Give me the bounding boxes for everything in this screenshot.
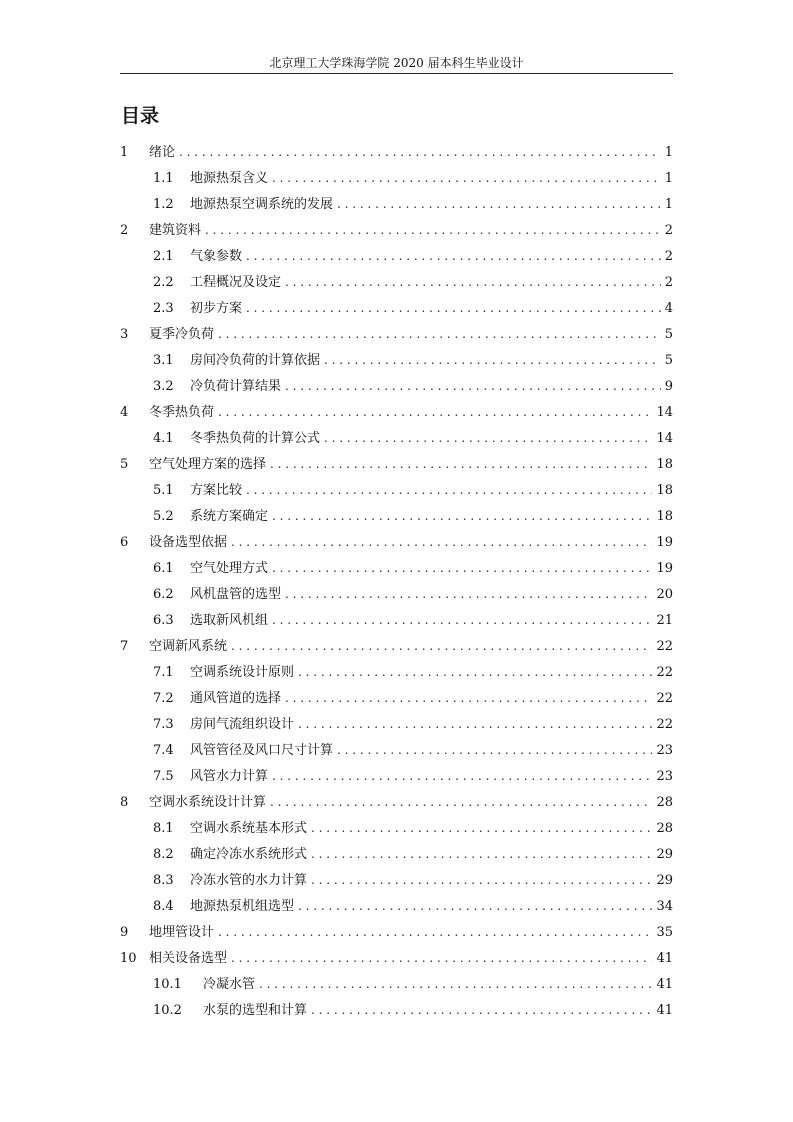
toc-entry[interactable] <box>120 477 673 503</box>
toc-entry-title: 相关设备选型 <box>149 951 228 966</box>
toc-entry-page-number: 28 <box>656 795 673 810</box>
toc-dot-leader <box>285 373 661 399</box>
toc-entry[interactable] <box>120 607 673 633</box>
toc-entry-number: 7.4 <box>153 743 174 758</box>
toc-dot-leader <box>270 451 652 477</box>
toc-dot-leader <box>246 295 661 321</box>
toc-dot-leader <box>272 503 652 529</box>
toc-entry-title: 冬季热负荷 <box>149 405 215 420</box>
toc-dot-leader <box>324 347 661 373</box>
toc-entry[interactable] <box>120 893 673 919</box>
toc-entry-page-number: 22 <box>656 717 673 732</box>
toc-entry-page-number: 20 <box>656 587 673 602</box>
toc-entry[interactable] <box>120 945 673 971</box>
toc-entry-number: 2.1 <box>153 249 174 264</box>
toc-entry-number: 10.1 <box>153 977 182 992</box>
toc-dot-leader <box>285 581 652 607</box>
toc-entry[interactable] <box>120 191 673 217</box>
toc-entry-title: 选取新风机组 <box>190 613 269 628</box>
toc-entry-number: 7.1 <box>153 665 174 680</box>
toc-dot-leader <box>218 399 652 425</box>
toc-entry-page-number: 5 <box>664 327 673 342</box>
toc-dot-leader <box>311 867 652 893</box>
toc-entry[interactable] <box>120 269 673 295</box>
toc-entry[interactable] <box>120 685 673 711</box>
toc-entry-title: 系统方案确定 <box>190 509 269 524</box>
toc-entry[interactable] <box>120 217 673 243</box>
toc-entry[interactable] <box>120 919 673 945</box>
toc-entry-page-number: 1 <box>664 145 673 160</box>
toc-entry-page-number: 14 <box>656 405 673 420</box>
toc-entry-number: 9 <box>120 925 129 940</box>
toc-entry-page-number: 2 <box>664 275 673 290</box>
toc-entry-title: 房间冷负荷的计算依据 <box>190 353 321 368</box>
toc-dot-leader <box>298 711 652 737</box>
toc-entry-page-number: 22 <box>656 665 673 680</box>
toc-entry-page-number: 22 <box>656 639 673 654</box>
toc-dot-leader <box>179 139 661 165</box>
toc-dot-leader <box>231 945 652 971</box>
toc-entry[interactable] <box>120 373 673 399</box>
toc-entry-page-number: 41 <box>656 1003 673 1018</box>
toc-entry-title: 夏季冷负荷 <box>149 327 215 342</box>
toc-entry[interactable] <box>120 347 673 373</box>
toc-entry-title: 建筑资料 <box>149 223 202 238</box>
toc-entry-title: 初步方案 <box>190 301 243 316</box>
toc-dot-leader <box>337 737 652 763</box>
toc-entry-number: 5.1 <box>153 483 174 498</box>
toc-entry-title: 空气处理方式 <box>190 561 269 576</box>
toc-dot-leader <box>205 217 661 243</box>
toc-entry-number: 2.3 <box>153 301 174 316</box>
toc-entry[interactable] <box>120 737 673 763</box>
toc-entry-page-number: 28 <box>656 821 673 836</box>
header-divider <box>120 73 673 74</box>
toc-entry-title: 地源热泵机组选型 <box>190 899 295 914</box>
toc-entry-page-number: 29 <box>656 873 673 888</box>
toc-entry-number: 1.1 <box>153 171 174 186</box>
toc-entry-number: 3.1 <box>153 353 174 368</box>
toc-entry[interactable] <box>120 711 673 737</box>
toc-entry-number: 10 <box>120 951 137 966</box>
toc-entry-page-number: 2 <box>664 223 673 238</box>
toc-entry-page-number: 19 <box>656 535 673 550</box>
toc-entry-number: 8.2 <box>153 847 174 862</box>
toc-entry-number: 8.1 <box>153 821 174 836</box>
toc-entry-title: 设备选型依据 <box>149 535 228 550</box>
toc-entry-page-number: 34 <box>656 899 673 914</box>
toc-dot-leader <box>324 425 652 451</box>
toc-entry-title: 空调新风系统 <box>149 639 228 654</box>
toc-entry[interactable] <box>120 789 673 815</box>
toc-entry-page-number: 18 <box>656 457 673 472</box>
toc-entry-number: 8.4 <box>153 899 174 914</box>
toc-dot-leader <box>272 555 652 581</box>
toc-dot-leader <box>311 997 652 1023</box>
toc-entry[interactable] <box>120 243 673 269</box>
toc-entry-title: 工程概况及设定 <box>190 275 282 290</box>
toc-entry[interactable] <box>120 503 673 529</box>
toc-entry-page-number: 41 <box>656 951 673 966</box>
toc-dot-leader <box>311 815 652 841</box>
toc-entry-page-number: 2 <box>664 249 673 264</box>
toc-dot-leader <box>231 529 652 555</box>
table-of-contents <box>120 139 673 1023</box>
toc-entry[interactable] <box>120 997 673 1023</box>
toc-entry-number: 2.2 <box>153 275 174 290</box>
toc-dot-leader <box>218 919 652 945</box>
toc-entry-page-number: 22 <box>656 691 673 706</box>
toc-entry[interactable] <box>120 867 673 893</box>
toc-entry[interactable] <box>120 295 673 321</box>
toc-entry-number: 6.2 <box>153 587 174 602</box>
toc-entry-page-number: 14 <box>656 431 673 446</box>
toc-entry[interactable] <box>120 971 673 997</box>
toc-dot-leader <box>272 165 661 191</box>
toc-entry-title: 空调系统设计原则 <box>190 665 295 680</box>
toc-entry[interactable] <box>120 763 673 789</box>
toc-dot-leader <box>311 841 652 867</box>
toc-entry[interactable] <box>120 451 673 477</box>
toc-entry-title: 绪论 <box>149 145 176 160</box>
toc-entry-page-number: 1 <box>664 171 673 186</box>
toc-entry-page-number: 4 <box>664 301 673 316</box>
toc-entry-title: 空调水系统基本形式 <box>190 821 308 836</box>
toc-entry-page-number: 5 <box>664 353 673 368</box>
toc-entry[interactable] <box>120 841 673 867</box>
toc-entry[interactable] <box>120 321 673 347</box>
toc-entry-page-number: 21 <box>656 613 673 628</box>
toc-entry-page-number: 23 <box>656 743 673 758</box>
toc-entry-title: 冷冻水管的水力计算 <box>190 873 308 888</box>
toc-entry-title: 方案比较 <box>190 483 243 498</box>
toc-entry-title: 空气处理方案的选择 <box>149 457 267 472</box>
toc-dot-leader <box>246 477 652 503</box>
toc-entry-number: 8.3 <box>153 873 174 888</box>
toc-entry-number: 7.5 <box>153 769 174 784</box>
toc-dot-leader <box>231 633 652 659</box>
toc-entry-title: 风管管径及风口尺寸计算 <box>190 743 334 758</box>
toc-entry-title: 地源热泵空调系统的发展 <box>190 197 334 212</box>
toc-entry[interactable] <box>120 529 673 555</box>
toc-entry[interactable] <box>120 659 673 685</box>
toc-entry-number: 8 <box>120 795 129 810</box>
toc-entry-title: 房间气流组织设计 <box>190 717 295 732</box>
toc-entry-title: 地埋管设计 <box>149 925 215 940</box>
toc-entry[interactable] <box>120 555 673 581</box>
toc-entry-title: 空调水系统设计计算 <box>149 795 267 810</box>
toc-entry-number: 3.2 <box>153 379 174 394</box>
toc-dot-leader <box>337 191 661 217</box>
toc-entry-number: 3 <box>120 327 129 342</box>
toc-dot-leader <box>272 607 652 633</box>
toc-entry[interactable] <box>120 139 673 165</box>
toc-entry-number: 10.2 <box>153 1003 182 1018</box>
toc-entry-page-number: 9 <box>664 379 673 394</box>
toc-entry-title: 地源热泵含义 <box>190 171 269 186</box>
toc-entry[interactable] <box>120 815 673 841</box>
toc-entry-number: 7.3 <box>153 717 174 732</box>
toc-entry-title: 确定冷冻水系统形式 <box>190 847 308 862</box>
toc-entry-number: 1 <box>120 145 129 160</box>
toc-dot-leader <box>298 893 652 919</box>
toc-entry-number: 6.1 <box>153 561 174 576</box>
toc-entry[interactable] <box>120 581 673 607</box>
toc-heading: 目录 <box>121 105 160 127</box>
toc-entry-title: 水泵的选型和计算 <box>203 1003 308 1018</box>
toc-entry-number: 1.2 <box>153 197 174 212</box>
toc-dot-leader <box>285 269 661 295</box>
toc-entry-number: 5.2 <box>153 509 174 524</box>
toc-entry-page-number: 35 <box>656 925 673 940</box>
toc-entry[interactable] <box>120 399 673 425</box>
toc-entry-page-number: 23 <box>656 769 673 784</box>
toc-entry-page-number: 41 <box>656 977 673 992</box>
toc-entry[interactable] <box>120 165 673 191</box>
toc-dot-leader <box>270 789 652 815</box>
toc-dot-leader <box>246 243 661 269</box>
toc-entry-title: 风管水力计算 <box>190 769 269 784</box>
toc-entry-number: 7 <box>120 639 129 654</box>
toc-dot-leader <box>285 685 652 711</box>
toc-dot-leader <box>259 971 652 997</box>
toc-entry-number: 6.3 <box>153 613 174 628</box>
toc-entry-title: 通风管道的选择 <box>190 691 282 706</box>
toc-entry-page-number: 1 <box>664 197 673 212</box>
toc-entry-title: 冷凝水管 <box>203 977 256 992</box>
page-header: 北京理工大学珠海学院 2020 届本科生毕业设计 <box>269 56 524 70</box>
toc-entry-page-number: 29 <box>656 847 673 862</box>
toc-entry-title: 冷负荷计算结果 <box>190 379 282 394</box>
toc-entry[interactable] <box>120 633 673 659</box>
toc-entry-number: 6 <box>120 535 129 550</box>
toc-entry-number: 2 <box>120 223 129 238</box>
toc-entry-number: 5 <box>120 457 129 472</box>
toc-entry-number: 7.2 <box>153 691 174 706</box>
toc-dot-leader <box>298 659 652 685</box>
toc-entry-page-number: 19 <box>656 561 673 576</box>
toc-entry-number: 4.1 <box>153 431 174 446</box>
toc-entry-number: 4 <box>120 405 129 420</box>
toc-entry-title: 风机盘管的选型 <box>190 587 282 602</box>
toc-entry-title: 气象参数 <box>190 249 243 264</box>
toc-entry[interactable] <box>120 425 673 451</box>
toc-entry-title: 冬季热负荷的计算公式 <box>190 431 321 446</box>
toc-entry-page-number: 18 <box>656 509 673 524</box>
toc-dot-leader <box>272 763 652 789</box>
toc-entry-page-number: 18 <box>656 483 673 498</box>
toc-dot-leader <box>218 321 661 347</box>
